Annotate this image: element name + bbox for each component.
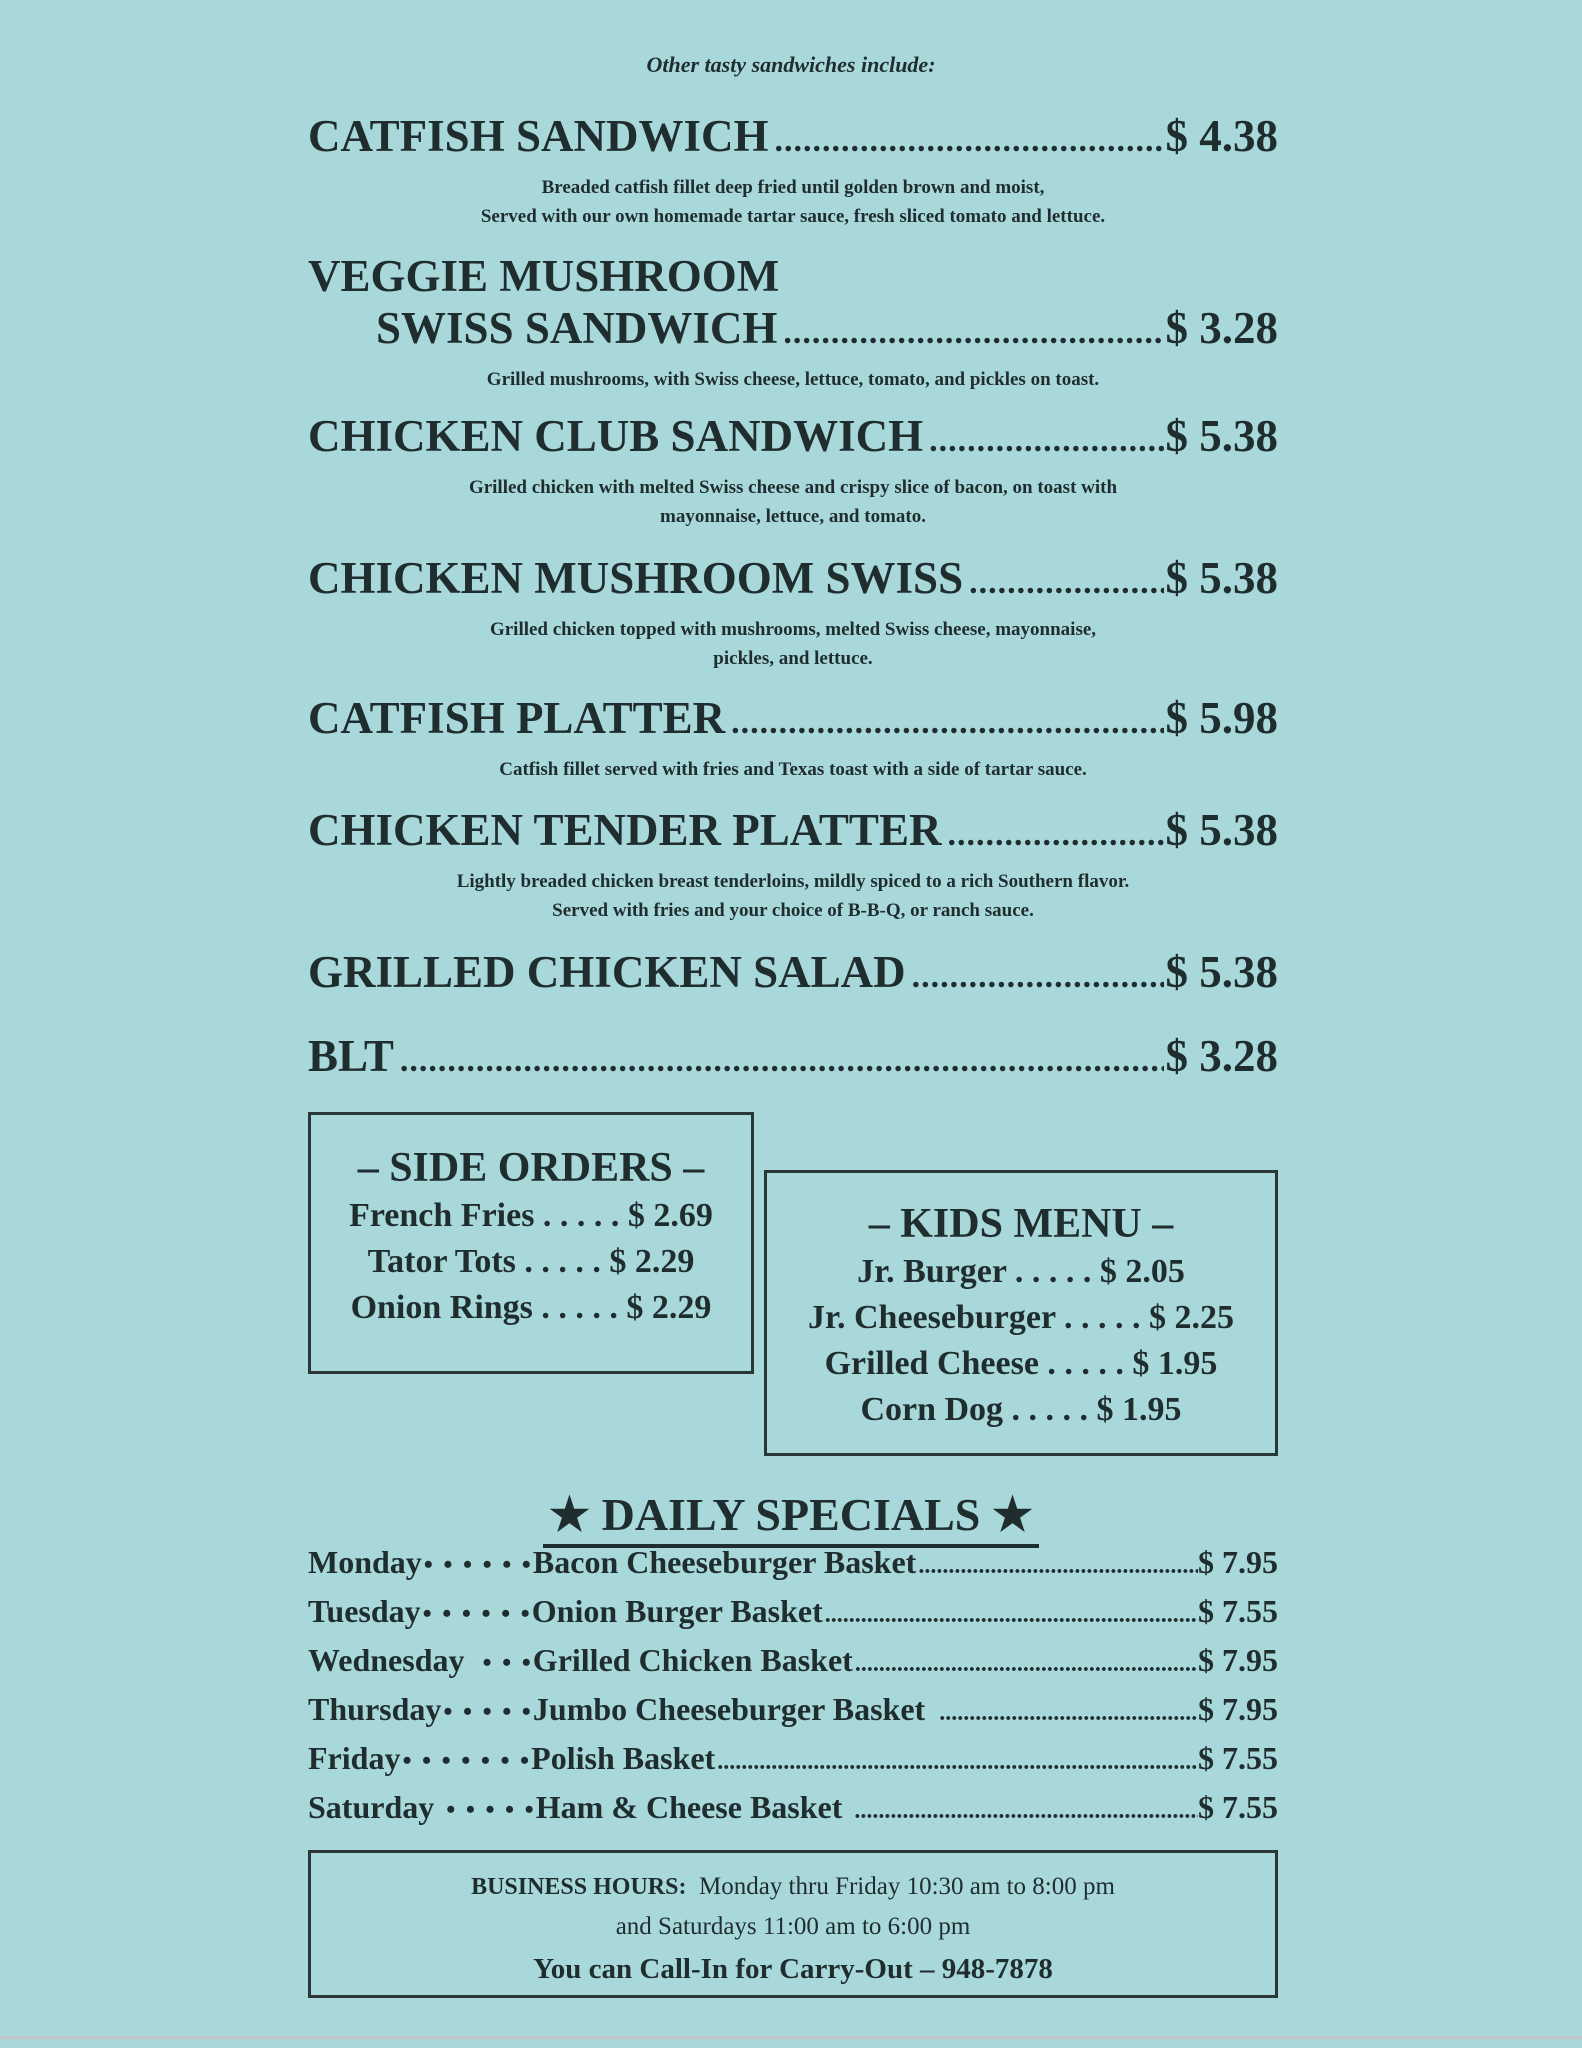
menu-item-veggie-mushroom-swiss	[308, 250, 1278, 394]
side-order-line: Onion Rings . . . . . $ 2.29	[350, 1289, 712, 1326]
star-icon: ★	[548, 1489, 591, 1540]
desc-line: Grilled chicken with melted Swiss cheese and crispy slice of bacon, on toast with	[468, 477, 1118, 498]
special-day: Friday	[308, 1740, 401, 1776]
special-row	[308, 1736, 1278, 1785]
hours-label: BUSINESS HOURS:	[471, 1874, 687, 1900]
desc-line: Served with fries and your choice of B-B-Q, or ranch sauce.	[552, 900, 1034, 921]
special-bullets: • • • • • •	[423, 1550, 533, 1579]
desc-line: pickles, and lettuce.	[713, 648, 873, 669]
special-day: Wednesday	[308, 1642, 465, 1678]
item-name: CATFISH SANDWICH	[308, 111, 769, 161]
leader-dots	[774, 115, 1163, 167]
hours-line-1	[311, 1865, 1275, 1909]
kids-menu-line: Jr. Cheeseburger . . . . . $ 2.25	[808, 1299, 1234, 1336]
leader-dots	[929, 415, 1163, 467]
special-day: Monday	[308, 1544, 422, 1580]
leader-dots	[400, 1035, 1164, 1087]
hours-line-2: and Saturdays 11:00 am to 6:00 pm	[615, 1913, 971, 1940]
leader-dots	[912, 951, 1164, 1003]
item-name: CHICKEN MUSHROOM SWISS	[308, 553, 964, 603]
item-price: $ 3.28	[1165, 303, 1278, 353]
menu-item-grilled-chicken-salad	[308, 946, 1278, 1003]
item-name: CATFISH PLATTER	[308, 693, 726, 743]
carry-out-phone: You can Call-In for Carry-Out – 948-7878	[533, 1953, 1053, 1985]
leader-dots	[731, 697, 1163, 749]
item-price: $ 5.38	[1165, 947, 1278, 997]
item-description	[308, 473, 1278, 531]
item-description	[308, 755, 1278, 784]
special-row	[308, 1589, 1278, 1638]
kids-menu-box	[764, 1170, 1278, 1456]
special-name: Jumbo Cheeseburger Basket	[532, 1691, 926, 1727]
leader-dots	[947, 809, 1163, 861]
menu-item-catfish-platter	[308, 692, 1278, 784]
special-row	[308, 1540, 1278, 1589]
item-name: CHICKEN TENDER PLATTER	[308, 805, 942, 855]
scan-edge-divider	[0, 2036, 1582, 2039]
daily-specials-list	[308, 1540, 1278, 1834]
desc-line: Served with our own homemade tartar sauce, fresh sliced tomato and lettuce.	[480, 206, 1106, 227]
kids-menu-line: Corn Dog . . . . . $ 1.95	[860, 1391, 1182, 1428]
daily-specials-title	[543, 1486, 1039, 1548]
menu-item-catfish-sandwich	[308, 110, 1278, 231]
kids-menu-title: – KIDS MENU –	[868, 1201, 1174, 1247]
leader-dots	[969, 557, 1163, 609]
special-bullets: • • • • •	[443, 1697, 533, 1726]
menu-item-chicken-tender-platter	[308, 804, 1278, 925]
desc-line: Catfish fillet served with fries and Texas toast with a side of tartar sauce.	[499, 759, 1087, 780]
special-bullets: • • • • • •	[422, 1599, 532, 1628]
item-price: $ 5.98	[1165, 693, 1278, 743]
special-price: $ 7.95	[1198, 1544, 1278, 1580]
special-name: Ham & Cheese Basket	[535, 1789, 843, 1825]
menu-item-chicken-club	[308, 410, 1278, 531]
item-name: SWISS SANDWICH	[376, 303, 778, 353]
leader-dots	[854, 1789, 1198, 1834]
item-price: $ 4.38	[1165, 111, 1278, 161]
special-price: $ 7.55	[1198, 1789, 1278, 1825]
leader-dots	[717, 1740, 1198, 1785]
special-bullets: • • •	[482, 1648, 533, 1677]
special-row	[308, 1785, 1278, 1834]
side-orders-title: – SIDE ORDERS –	[357, 1145, 705, 1191]
special-day: Tuesday	[308, 1593, 421, 1629]
special-name: Polish Basket	[531, 1740, 716, 1776]
special-price: $ 7.55	[1198, 1740, 1278, 1776]
item-price: $ 5.38	[1165, 411, 1278, 461]
special-bullets: • • • • •	[446, 1795, 536, 1824]
business-hours-box	[308, 1850, 1278, 1998]
item-name: CHICKEN CLUB SANDWICH	[308, 411, 924, 461]
desc-line: Lightly breaded chicken breast tenderloins, mildly spiced to a rich Southern flavor.	[456, 871, 1130, 892]
desc-line: Grilled mushrooms, with Swiss cheese, lettuce, tomato, and pickles on toast.	[486, 369, 1100, 390]
item-price: $ 3.28	[1165, 1031, 1278, 1081]
special-day: Thursday	[308, 1691, 442, 1727]
item-price: $ 5.38	[1165, 805, 1278, 855]
special-bullets: • • • • • • •	[402, 1746, 532, 1775]
item-name: BLT	[308, 1031, 394, 1081]
item-description	[308, 615, 1278, 673]
desc-line: Grilled chicken topped with mushrooms, melted Swiss cheese, mayonnaise,	[489, 619, 1097, 640]
leader-dots	[855, 1642, 1198, 1687]
menu-item-blt	[308, 1030, 1278, 1087]
leader-dots	[783, 307, 1163, 359]
special-price: $ 7.95	[1198, 1642, 1278, 1678]
special-row	[308, 1638, 1278, 1687]
leader-dots	[939, 1691, 1198, 1736]
side-orders-box	[308, 1112, 754, 1374]
item-name: GRILLED CHICKEN SALAD	[308, 947, 906, 997]
kids-menu-line: Jr. Burger . . . . . $ 2.05	[857, 1253, 1185, 1290]
special-price: $ 7.95	[1198, 1691, 1278, 1727]
special-day: Saturday	[308, 1789, 435, 1825]
desc-line: Breaded catfish fillet deep fried until golden brown and moist,	[541, 177, 1045, 198]
daily-specials-heading	[0, 1486, 1582, 1548]
star-icon: ★	[991, 1489, 1034, 1540]
item-price: $ 5.38	[1165, 553, 1278, 603]
item-name-line1: VEGGIE MUSHROOM	[308, 251, 780, 301]
side-order-line: Tator Tots . . . . . $ 2.29	[367, 1243, 695, 1280]
daily-specials-label: DAILY SPECIALS	[601, 1489, 981, 1540]
item-description	[308, 365, 1278, 394]
kids-menu-line: Grilled Cheese . . . . . $ 1.95	[824, 1345, 1218, 1382]
special-name: Grilled Chicken Basket	[532, 1642, 853, 1678]
leader-dots	[825, 1593, 1198, 1638]
special-price: $ 7.55	[1198, 1593, 1278, 1629]
special-name: Onion Burger Basket	[531, 1593, 823, 1629]
special-name: Bacon Cheeseburger Basket	[532, 1544, 917, 1580]
side-order-line: French Fries . . . . . $ 2.69	[349, 1197, 713, 1234]
item-description	[308, 173, 1278, 231]
desc-line: mayonnaise, lettuce, and tomato.	[660, 506, 926, 527]
item-description	[308, 867, 1278, 925]
leader-dots	[918, 1544, 1198, 1589]
special-row	[308, 1687, 1278, 1736]
hours-weekday: Monday thru Friday 10:30 am to 8:00 pm	[698, 1873, 1115, 1900]
intro-text: Other tasty sandwiches include:	[646, 52, 936, 77]
menu-item-chicken-mushroom-swiss	[308, 552, 1278, 673]
